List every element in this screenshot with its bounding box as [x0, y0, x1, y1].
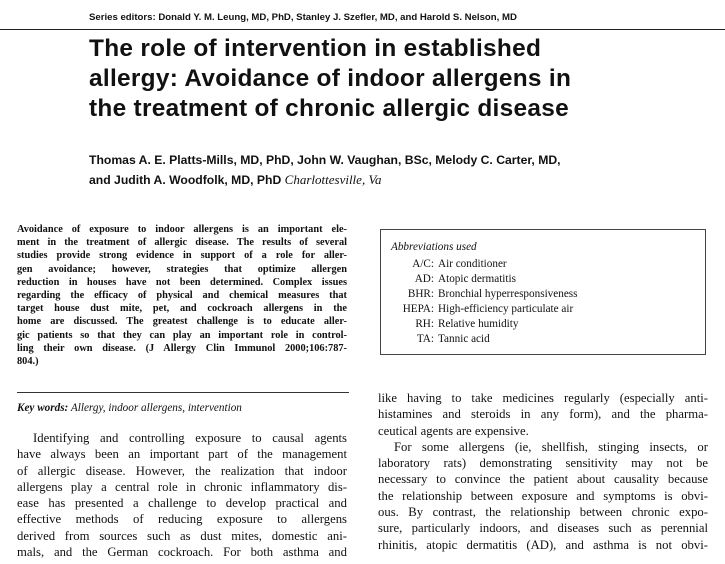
body-line: mals, and the German cockroach. For both asthma and — [17, 545, 347, 560]
title-line: allergy: Avoidance of indoor allergens in — [89, 65, 572, 92]
abbreviation-key: AD: — [414, 273, 434, 285]
body-line: rhinitis, atopic dermatitis (AD), and asthma is not obvi- — [378, 537, 708, 552]
title-line: the treatment of chronic allergic disease — [89, 95, 569, 122]
abstract-line: target house dust mite, pet, and cockroach allergens in the — [17, 303, 347, 315]
abbreviation-definition: High-efficiency particulate air — [438, 303, 574, 315]
keywords — [17, 402, 357, 414]
body-line: necessary to convince the patient about causality because — [378, 472, 708, 487]
body-line: ous. By contrast, the relationship between chronic expo- — [378, 505, 708, 520]
abstract-line: regarding the efficacy of physical and chemical measures that — [17, 290, 347, 302]
keywords-rule — [17, 392, 349, 393]
header-rule — [0, 29, 725, 30]
abbreviation-row — [381, 287, 701, 302]
body-line: ease has presented a challenge to develop practical and — [17, 496, 347, 511]
abbreviation-row — [381, 332, 701, 347]
body-line: effective methods of reducing exposure to allergens — [17, 512, 347, 527]
abbreviation-key: A/C: — [412, 258, 434, 270]
body-column-right — [378, 390, 708, 553]
abbreviation-key: RH: — [415, 318, 434, 330]
abbreviation-row — [381, 317, 701, 332]
abstract-line: ment in the treatment of allergic disease. The results of several — [17, 237, 347, 249]
abbreviation-definition: Atopic dermatitis — [438, 273, 516, 285]
abbreviation-key: TA: — [416, 333, 434, 345]
series-editors: Series editors: Donald Y. M. Leung, MD, PhD, Stanley J. Szefler, MD, and Harold S. Nelson, MD — [89, 12, 517, 23]
abbreviation-key: HEPA: — [402, 303, 434, 315]
abstract-line: gen avoidance; however, strategies that optimize allergen — [17, 263, 347, 275]
title-line: The role of intervention in established — [89, 35, 542, 62]
abbreviation-row — [381, 272, 701, 287]
abbreviation-definition: Tannic acid — [438, 333, 490, 345]
body-line: histamines and steroids in any form), and the pharma- — [378, 407, 708, 422]
body-line: laboratory rats) demonstrating sensitivity may not be — [378, 456, 708, 471]
abstract-line: ling their own disease. (J Allergy Clin Immunol 2000;106:787- — [17, 342, 347, 354]
abstract-line: reduction in houses have not been determined. Complex issues — [17, 276, 347, 288]
abstract-line: Avoidance of exposure to indoor allergens is an important ele- — [17, 224, 347, 235]
author-location: Charlottesville, Va — [284, 172, 382, 187]
keywords-label: Key words: — [17, 402, 69, 414]
abstract-line: 804.) — [17, 356, 39, 368]
authors-line: and Judith A. Woodfolk, MD, PhD — [89, 173, 282, 187]
abstract-line: studies provide strong evidence in support of a role for aller- — [17, 250, 347, 262]
abstract-line: home are discussed. The greatest challenge is to educate aller- — [17, 316, 347, 328]
body-line: allergens play a central role in chronic inflammatory dis- — [17, 479, 347, 494]
abbreviation-row — [381, 257, 701, 272]
abstract-line: gic patients so that they can play an important role in control- — [17, 329, 347, 341]
body-line: derived from sources such as dust mites, domestic ani- — [17, 528, 347, 543]
abbreviations-title: Abbreviations used — [391, 241, 477, 253]
body-line: sure, particularly indoors, and diseases such as perennial — [378, 521, 708, 536]
article-title — [89, 34, 719, 124]
author-list — [89, 150, 709, 190]
body-line: For some allergens (ie, shellfish, stinging insects, or — [394, 439, 708, 454]
body-line: of allergic disease. However, the realization that indoor — [17, 463, 347, 478]
authors-line: Thomas A. E. Platts-Mills, MD, PhD, John W. Vaughan, BSc, Melody C. Carter, MD, — [89, 153, 561, 167]
abbreviation-row — [381, 302, 701, 317]
body-line: have always been an important part of the management — [17, 447, 347, 462]
abbreviation-definition: Air conditioner — [438, 258, 507, 270]
abbreviation-definition: Bronchial hyperresponsiveness — [438, 288, 578, 300]
abstract — [17, 223, 347, 368]
body-column-left — [17, 430, 347, 560]
body-line: Identifying and controlling exposure to causal agents — [33, 431, 347, 445]
abbreviation-key: BHR: — [407, 288, 434, 300]
keywords-text: Allergy, indoor allergens, intervention — [70, 402, 242, 414]
body-line: ceutical agents are expensive. — [378, 423, 529, 438]
body-line: the relationship between exposure and symptoms is obvi- — [378, 488, 708, 503]
abbreviations-box — [380, 229, 706, 355]
body-line: like having to take medicines regularly (especially anti- — [378, 391, 708, 405]
abbreviation-definition: Relative humidity — [438, 318, 519, 330]
